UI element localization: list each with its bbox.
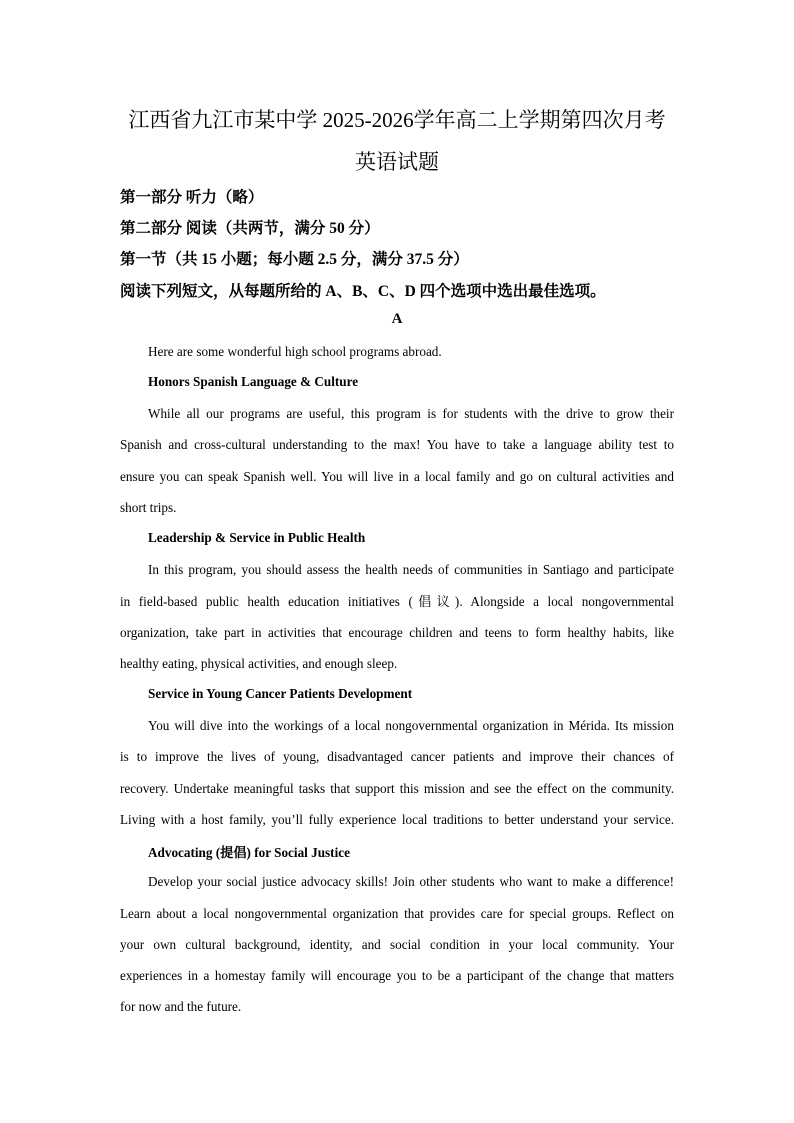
paragraph-line: your own cultural background, identity, and social condition in your local community. Your <box>120 937 674 952</box>
paragraph-line: is to improve the lives of young, disadvantaged cancer patients and improve their chances of <box>120 749 674 764</box>
paragraph-line: You will dive into the workings of a local nongovernmental organization in Mérida. Its mission <box>148 718 674 733</box>
program-heading: Honors Spanish Language & Culture <box>148 374 359 389</box>
passage-intro: Here are some wonderful high school programs abroad. <box>148 344 442 359</box>
paragraph-line: healthy eating, physical activities, and enough sleep. <box>120 656 398 671</box>
exam-title: 江西省九江市某中学 2025-2026学年高二上学期第四次月考 <box>128 108 666 132</box>
paragraph-line: Develop your social justice advocacy skills! Join other students who want to make a difference! <box>148 874 674 889</box>
program-heading: Leadership & Service in Public Health <box>148 530 366 545</box>
part1-heading: 第一部分 听力（略） <box>120 189 264 206</box>
part2-heading: 第二部分 阅读（共两节，满分 50 分） <box>120 220 380 237</box>
program-heading: Advocating (提倡) for Social Justice <box>148 845 350 860</box>
exam-subtitle: 英语试题 <box>355 150 439 174</box>
paragraph-line: experiences in a homestay family will encourage you to be a participant of the change that matters <box>120 968 674 983</box>
paragraph-line: Learn about a local nongovernmental organization that provides care for special groups. Reflect on <box>120 906 674 921</box>
paragraph-line: recovery. Undertake meaningful tasks that support this mission and see the effect on the community. <box>120 781 674 796</box>
instruction-text: 阅读下列短文，从每题所给的 A、B、C、D 四个选项中选出最佳选项。 <box>120 283 606 300</box>
paragraph-line: In this program, you should assess the health needs of communities in Santiago and participate <box>148 562 674 577</box>
paragraph-line: short trips. <box>120 500 177 515</box>
section1-heading: 第一节（共 15 小题；每小题 2.5 分，满分 37.5 分） <box>120 251 469 268</box>
paragraph-line: While all our programs are useful, this program is for students with the drive to grow their <box>148 406 674 421</box>
paragraph-line: organization, take part in activities that encourage children and teens to form healthy habits, like <box>120 625 674 640</box>
paragraph-line: Spanish and cross-cultural understanding to the max! You have to take a language ability test to <box>120 437 674 452</box>
paragraph-line: for now and the future. <box>120 999 242 1014</box>
paragraph-line: Living with a host family, you’ll fully experience local traditions to better understand your service. <box>120 812 674 827</box>
passage-letter: A <box>391 311 403 327</box>
paragraph-line: ensure you can speak Spanish well. You will live in a local family and go on cultural activities and <box>120 469 674 484</box>
paragraph-line: in field-based public health education initiatives (倡议). Alongside a local nongovernmental <box>120 594 674 609</box>
program-heading: Service in Young Cancer Patients Development <box>148 686 413 701</box>
